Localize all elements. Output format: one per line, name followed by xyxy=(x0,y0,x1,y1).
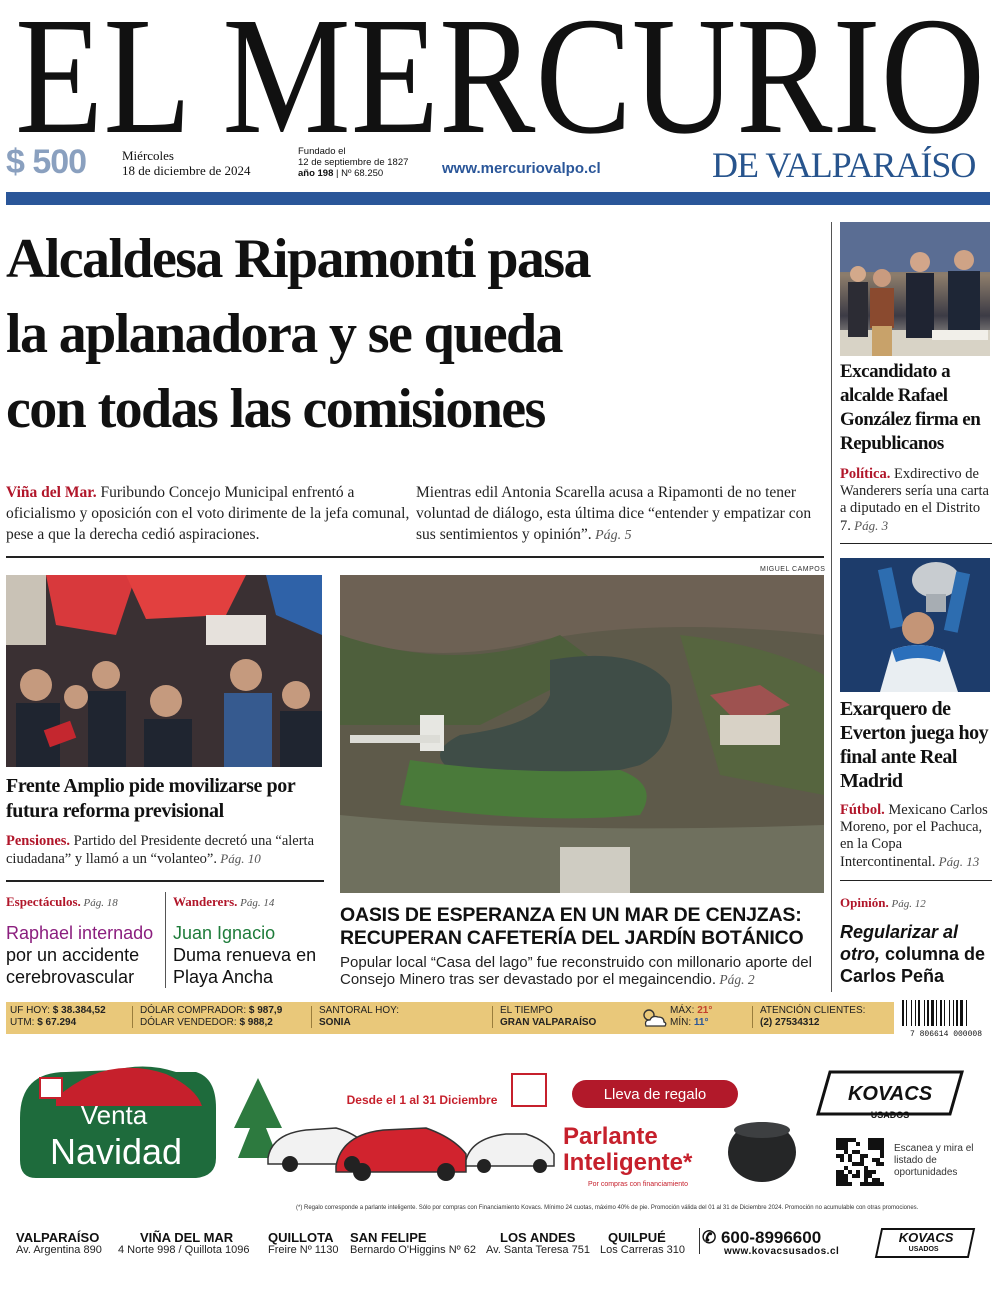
side2-text: Fútbol. Mexicano Carlos Moreno, por el Pachuca, en la Copa Intercontinental. Pág. 13 xyxy=(840,802,988,870)
lead-col-2: Mientras edil Antonia Scarella acusa a Ripamonti de no tener voluntad de diálogo, esta última dice “entender y empatizar con sus sentimientos y opinión”. Pág. 5 xyxy=(416,484,812,543)
ad-inteligente: Inteligente* xyxy=(563,1149,693,1176)
oasis-text: Popular local “Casa del lago” fue reconstruido con millonario aporte del Consejo Minero tras ser devastado por el megaincendio. Pág. 2 xyxy=(340,954,812,988)
branch-city: QUILPUÉ xyxy=(608,1230,666,1245)
masthead-title: EL MERCURIO xyxy=(15,4,985,144)
branch-city: VIÑA DEL MAR xyxy=(140,1230,234,1245)
side2-headline[interactable]: Exarquero de Everton juega hoy final ante Real Madrid xyxy=(840,698,989,792)
brief2-text[interactable]: Juan Ignacio Duma renueva en Playa Ancha xyxy=(173,923,317,987)
lead-kicker: Viña del Mar. xyxy=(6,484,97,501)
side1-headline[interactable]: Excandidato a alcalde Rafael González firma en Republicanos xyxy=(840,361,981,454)
ad-brand-sub: USADOS xyxy=(870,1110,910,1120)
column-divider xyxy=(831,222,832,992)
branch-city: VALPARAÍSO xyxy=(16,1230,100,1245)
photo-credit: MIGUEL CAMPOS xyxy=(760,566,826,573)
ad-graphic xyxy=(6,1048,994,1218)
photo-jardin-botanico[interactable] xyxy=(340,575,824,893)
divider xyxy=(6,556,824,558)
branch-city: QUILLOTA xyxy=(268,1230,334,1245)
santoral: SANTORAL HOY: SONIA xyxy=(319,1005,400,1028)
bar-separator xyxy=(492,1006,493,1028)
branch-address: Freire Nº 1130 xyxy=(268,1244,339,1256)
branch-address: 4 Norte 998 / Quillota 1096 xyxy=(118,1244,250,1256)
opinion-column[interactable]: Regularizar al otro, columna de Carlos Peña xyxy=(840,922,986,986)
weekday: Miércoles xyxy=(122,148,174,163)
lead-headline[interactable]: Alcaldesa Ripamonti pasa la aplanadora y se queda con todas las comisiones xyxy=(6,228,590,440)
founded-block xyxy=(298,146,408,179)
ad-qr-text: Escanea y mira el listado de oportunidades xyxy=(894,1143,974,1178)
ad-divider xyxy=(699,1228,700,1254)
branch-address: Av. Argentina 890 xyxy=(16,1244,102,1256)
masthead xyxy=(0,4,1000,144)
price: $ 500 xyxy=(6,143,87,181)
ad-lleva: Lleva de regalo xyxy=(603,1086,707,1103)
side-divider-2 xyxy=(840,880,992,881)
bar-separator xyxy=(311,1006,312,1028)
barcode-number: 7 806614 000008 xyxy=(909,1030,982,1039)
ad-financiamiento: Por compras con financiamiento xyxy=(588,1181,688,1188)
kovacs-ad[interactable] xyxy=(6,1048,994,1298)
ad-web[interactable]: www.kovacsusados.cl xyxy=(724,1246,840,1257)
brief1-highlight: Raphael internado xyxy=(6,923,154,943)
weather: EL TIEMPO GRAN VALPARAÍSO xyxy=(500,1005,597,1028)
brief1-section: Espectáculos. Pág. 18 xyxy=(6,894,118,909)
website-link[interactable]: www.mercuriovalpo.cl xyxy=(442,160,601,177)
branch-address: Los Carreras 310 xyxy=(600,1244,685,1256)
photo-gonzalez[interactable] xyxy=(840,222,990,356)
date-block xyxy=(122,148,251,178)
brief-divider xyxy=(165,892,166,988)
founded-label: Fundado el xyxy=(298,146,346,157)
frente-text: Pensiones. Partido del Presidente decretó una “alerta ciudadana” y llamó a un “volanteo”. Pág. 10 xyxy=(6,833,315,867)
brief1-text[interactable]: Raphael internado por un accidente cerebrovascular xyxy=(6,923,154,987)
opinion-title: Regularizar al otro, xyxy=(840,922,959,964)
bar-separator xyxy=(132,1006,133,1028)
dolar: DÓLAR COMPRADOR: $ 987,9 DÓLAR VENDEDOR: $ 988,2 xyxy=(140,1005,283,1028)
side1-text: Política. Exdirectivo de Wanderers sería una carta a diputado en el Distrito 7. Pág. 3 xyxy=(840,466,989,534)
ad-legal: (*) Regalo corresponde a parlante inteligente. Sólo por compras con Financiamiento Kovacs. Mínimo 24 cuotas, máximo 40% de pie. Promoción válida del 01 al 31 de Diciembre 2024. Promoción no acumulable con otras promociones. xyxy=(296,1205,919,1211)
opinion-section: Opinión. Pág. 12 xyxy=(840,895,926,910)
masthead-bar xyxy=(6,192,990,205)
ad-brand: KOVACS xyxy=(847,1083,933,1105)
issue-line: año 198 | Nº 68.250 xyxy=(298,168,384,179)
uf-utm: UF HOY: $ 38.384,52 UTM: $ 67.294 xyxy=(10,1005,106,1028)
oasis-headline[interactable]: OASIS DE ESPERANZA EN UN MAR DE CENJZAS: RECUPERAN CAFETERÍA DEL JARDÍN BOTÁNICO xyxy=(340,904,804,949)
masthead-logo xyxy=(0,4,1000,144)
customer-service: ATENCIÓN CLIENTES: (2) 27534312 xyxy=(760,1005,866,1028)
frente-divider xyxy=(6,880,324,882)
founded-date: 12 de septiembre de 1827 xyxy=(298,157,409,168)
photo-frente-amplio[interactable] xyxy=(6,575,322,767)
ad-desde: Desde el 1 al 31 Diciembre xyxy=(346,1093,498,1107)
branch-address: Av. Santa Teresa 751 xyxy=(486,1244,590,1256)
temperatures: MÁX: 21° MÍN: 11° xyxy=(670,1005,713,1028)
barcode xyxy=(900,1000,992,1039)
ad-parlante: Parlante xyxy=(563,1123,658,1150)
frente-headline[interactable]: Frente Amplio pide movilizarse por futura reforma previsional xyxy=(6,775,295,822)
bar-separator xyxy=(752,1006,753,1028)
ad-brand-small: KOVACS USADOS xyxy=(875,1228,975,1258)
region-title: DE VALPARAÍSO xyxy=(712,145,976,185)
qr-code-icon xyxy=(836,1138,884,1186)
branch-address: Bernardo O'Higgins Nº 62 xyxy=(350,1244,476,1256)
side-divider xyxy=(840,543,992,544)
brief2-highlight: Juan Ignacio xyxy=(173,923,276,943)
ad-phone[interactable]: ✆ 600-8996600 xyxy=(702,1228,822,1247)
brief2-section: Wanderers. Pág. 14 xyxy=(173,894,275,909)
barcode-icon xyxy=(900,1000,992,1026)
branch-city: LOS ANDES xyxy=(500,1230,576,1245)
date: 18 de diciembre de 2024 xyxy=(122,163,251,178)
branch-city: SAN FELIPE xyxy=(350,1230,427,1245)
partly-cloudy-icon xyxy=(638,1006,668,1030)
photo-moreno[interactable] xyxy=(840,558,990,692)
ad-navidad: Navidad xyxy=(49,1131,183,1172)
lead-col-1: Viña del Mar. Furibundo Concejo Municipal enfrentó a oficialismo y oposición con el voto dirimente de la jefa comunal, pese a que la derecha cedió aspiraciones. xyxy=(6,484,410,543)
ad-venta: Venta xyxy=(80,1100,148,1130)
